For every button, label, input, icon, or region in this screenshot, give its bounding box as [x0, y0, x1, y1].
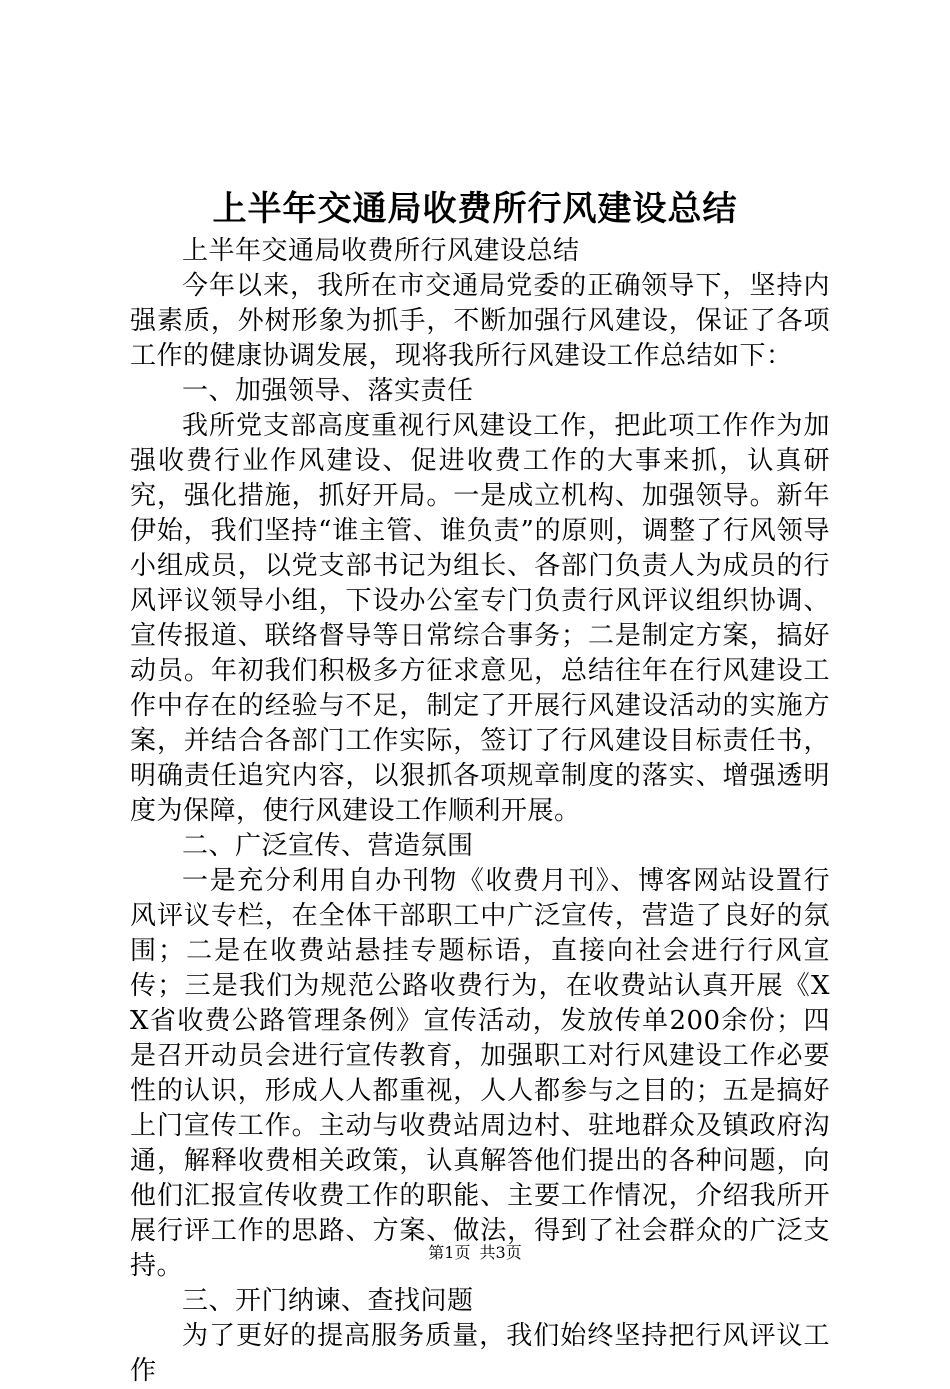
- paragraph-section-2: 一是充分利用自办刊物《收费月刊》、博客网站设置行风评议专栏，在全体干部职工中广泛宣传，营造了良好的氛围；二是在收费站悬挂专题标语，直接向社会进行行风宣传；三是我们为规范公路收费行为，在收费站认真开展《XX省收费公路管理条例》宣传活动，发放传单200余份；四是召开动员会进行宣传教育，加强职工对行风建设工作必要性的认识，形成人人都重视，人人都参与之目的；五是搞好上门宣传工作。主动与收费站周边村、驻地群众及镇政府沟通，解释收费相关政策，认真解答他们提出的各种问题，向他们汇报宣传收费工作的职能、主要工作情况，介绍我所开展行评工作的思路、方案、做法，得到了社会群众的广泛支持。: [130, 866, 830, 1281]
- section-heading-1: 一、加强领导、落实责任: [182, 376, 474, 406]
- page-total: 共3页: [479, 1243, 522, 1262]
- page-footer: [0, 1242, 950, 1264]
- paragraph-section-1: 我所党支部高度重视行风建设工作，把此项工作作为加强收费行业作风建设、促进收费工作的大事来抓，认真研究，强化措施，抓好开局。一是成立机构、加强领导。新年伊始，我们坚持“谁主管、谁负责”的原则，调整了行风领导小组成员，以党支部书记为组长、各部门负责人为成员的行风评议领导小组，下设办公室专门负责行风评议组织协调、宣传报道、联络督导等日常综合事务；二是制定方案，搞好动员。年初我们积极多方征求意见，总结往年在行风建设工作中存在的经验与不足，制定了开展行风建设活动的实施方案，并结合各部门工作实际，签订了行风建设目标责任书，明确责任追究内容，以狠抓各项规章制度的落实、增强透明度为保障，使行风建设工作顺利开展。: [130, 411, 830, 826]
- page-number: 第1页: [428, 1243, 471, 1262]
- paragraph-subtitle: 上半年交通局收费所行风建设总结: [182, 236, 580, 266]
- document-body: [130, 234, 830, 1389]
- paragraph-section-3: 为了更好的提高服务质量，我们始终坚持把行风评议工作: [130, 1321, 830, 1386]
- document-title: 上半年交通局收费所行风建设总结: [212, 189, 738, 229]
- section-heading-3: 三、开门纳谏、查找问题: [182, 1286, 474, 1316]
- paragraph-intro: 今年以来，我所在市交通局党委的正确领导下，坚持内强素质，外树形象为抓手，不断加强行风建设，保证了各项工作的健康协调发展，现将我所行风建设工作总结如下：: [130, 271, 830, 371]
- section-heading-2: 二、广泛宣传、营造氛围: [182, 831, 474, 861]
